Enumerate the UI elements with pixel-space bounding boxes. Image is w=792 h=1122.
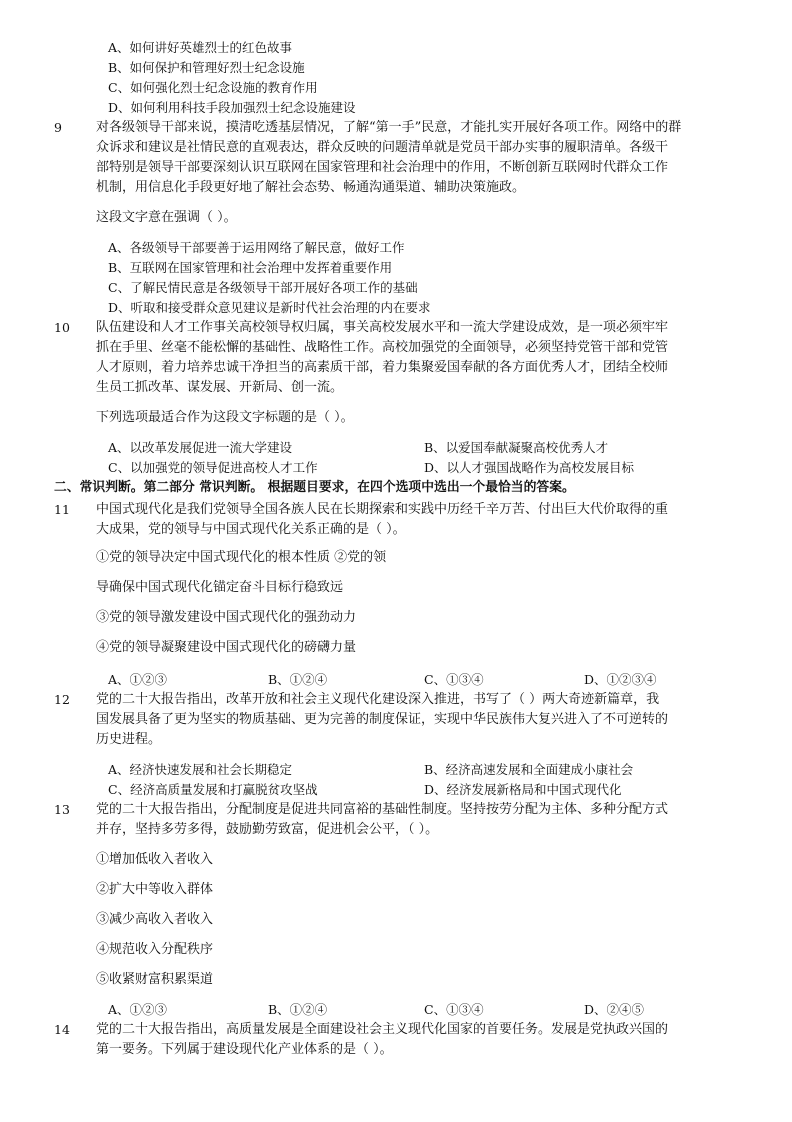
q12-text-line: 党的二十大报告指出，改革开放和社会主义现代化建设深入推进，书写了（ ）两大奇迹新篇章，我 <box>96 692 660 707</box>
q9-option-d: D、听取和接受群众意见建议是新时代社会治理的内在要求 <box>108 300 431 315</box>
q11-item: ③党的领导激发建设中国式现代化的强劲动力 <box>96 610 357 625</box>
q9-option-b: B、互联网在国家管理和社会治理中发挥着重要作用 <box>108 260 393 275</box>
q13-text-line: 并存，坚持多劳多得，鼓励勤劳致富，促进机会公平，（ ）。 <box>96 822 439 837</box>
q13-item: ⑤收紧财富积累渠道 <box>96 972 214 987</box>
q11-option-c: C、①③④ <box>424 672 484 687</box>
q12-number: 12 <box>54 692 70 707</box>
q11-option-b: B、①②④ <box>268 672 328 687</box>
q13-item: ①增加低收入者收入 <box>96 852 214 867</box>
q9-text-line: 对各级领导干部来说，摸清吃透基层情况，了解“第一手”民意，才能扎实开展好各项工作。网络中的群 <box>96 120 682 135</box>
q9-number: 9 <box>54 120 62 135</box>
q11-text-line: 大成果，党的领导与中国式现代化关系正确的是（ ）。 <box>96 522 406 537</box>
q14-number: 14 <box>54 1022 70 1037</box>
q11-option-a: A、①②③ <box>108 672 168 687</box>
q10-text-line: 生员工抓改革、谋发展、开新局、创一流。 <box>96 380 344 395</box>
q9-prompt: 这段文字意在强调（ ）。 <box>96 210 237 225</box>
q10-prompt: 下列选项最适合作为这段文字标题的是（ ）。 <box>96 410 354 425</box>
q12-option-d: D、经济发展新格局和中国式现代化 <box>424 782 622 797</box>
q14-text-line: 党的二十大报告指出，高质量发展是全面建设社会主义现代化国家的首要任务。发展是党执政兴国的 <box>96 1022 669 1037</box>
q11-option-d: D、①②③④ <box>584 672 657 687</box>
q12-option-a: A、经济快速发展和社会长期稳定 <box>108 762 293 777</box>
q12-text-line: 国发展具备了更为坚实的物质基础、更为完善的制度保证，实现中华民族伟大复兴进入了不可逆转的 <box>96 712 669 727</box>
q11-item: ④党的领导凝聚建设中国式现代化的磅礴力量 <box>96 640 357 655</box>
q11-text-line: 中国式现代化是我们党领导全国各族人民在长期探索和实践中历经千辛万苦、付出巨大代价取得的重 <box>96 502 669 517</box>
q10-option-a: A、以改革发展促进一流大学建设 <box>108 440 293 455</box>
q13-text-line: 党的二十大报告指出，分配制度是促进共同富裕的基础性制度。坚持按劳分配为主体、多种分配方式 <box>96 802 669 817</box>
q10-option-c: C、以加强党的领导促进高校人才工作 <box>108 460 318 475</box>
q10-option-b: B、以爱国奉献凝聚高校优秀人才 <box>424 440 609 455</box>
q13-option-d: D、②④⑤ <box>584 1002 645 1017</box>
q10-number: 10 <box>54 320 70 335</box>
q13-option-c: C、①③④ <box>424 1002 484 1017</box>
q11-item: 导确保中国式现代化锚定奋斗目标行稳致远 <box>96 580 344 595</box>
q12-text-line: 历史进程。 <box>96 732 162 747</box>
q10-text-line: 人才原则，着力培养忠诚干净担当的高素质干部，着力集聚爱国奉献的各方面优秀人才，团结全校师 <box>96 360 669 375</box>
q10-text-line: 抓在手里、丝毫不能松懈的基础性、战略性工作。高校加强党的全面领导，必须坚持党管干部和党管 <box>96 340 669 355</box>
q13-option-a: A、①②③ <box>108 1002 168 1017</box>
q13-item: ③减少高收入者收入 <box>96 912 214 927</box>
q12-option-b: B、经济高速发展和全面建成小康社会 <box>424 762 634 777</box>
q13-option-b: B、①②④ <box>268 1002 328 1017</box>
q9-text-line: 机制，用信息化手段更好地了解社会态势、畅通沟通渠道、辅助决策施政。 <box>96 180 526 195</box>
q11-item: ①党的领导决定中国式现代化的根本性质 ②党的领 <box>96 550 387 565</box>
q9-text-line: 部特别是领导干部要深刻认识互联网在国家管理和社会治理中的作用，不断创新互联网时代群众工作 <box>96 160 669 175</box>
q9-text-line: 众诉求和建议是社情民意的直观表达，群众反映的问题清单就是党员干部办实事的履职清单。各级干 <box>96 140 669 155</box>
q10-text-line: 队伍建设和人才工作事关高校领导权归属，事关高校发展水平和一流大学建设成效，是一项必须牢牢 <box>96 320 669 335</box>
q13-item: ④规范收入分配秩序 <box>96 942 214 957</box>
q12-option-c: C、经济高质量发展和打赢脱贫攻坚战 <box>108 782 318 797</box>
q8-option-a: A、如何讲好英雄烈士的红色故事 <box>108 40 293 55</box>
q10-option-d: D、以人才强国战略作为高校发展目标 <box>424 460 635 475</box>
q8-option-d: D、如何利用科技手段加强烈士纪念设施建设 <box>108 100 356 115</box>
q14-text-line: 第一要务。下列属于建设现代化产业体系的是（ ）。 <box>96 1042 393 1057</box>
q9-option-a: A、各级领导干部要善于运用网络了解民意，做好工作 <box>108 240 405 255</box>
q9-option-c: C、了解民情民意是各级领导干部开展好各项工作的基础 <box>108 280 418 295</box>
q13-item: ②扩大中等收入群体 <box>96 882 214 897</box>
q13-number: 13 <box>54 802 70 817</box>
q8-option-b: B、如何保护和管理好烈士纪念设施 <box>108 60 305 75</box>
q11-number: 11 <box>54 502 70 517</box>
q8-option-c: C、如何强化烈士纪念设施的教育作用 <box>108 80 318 95</box>
section-heading: 二、常识判断。第二部分 常识判断。 根据题目要求，在四个选项中选出一个最恰当的答案。 <box>54 480 575 495</box>
